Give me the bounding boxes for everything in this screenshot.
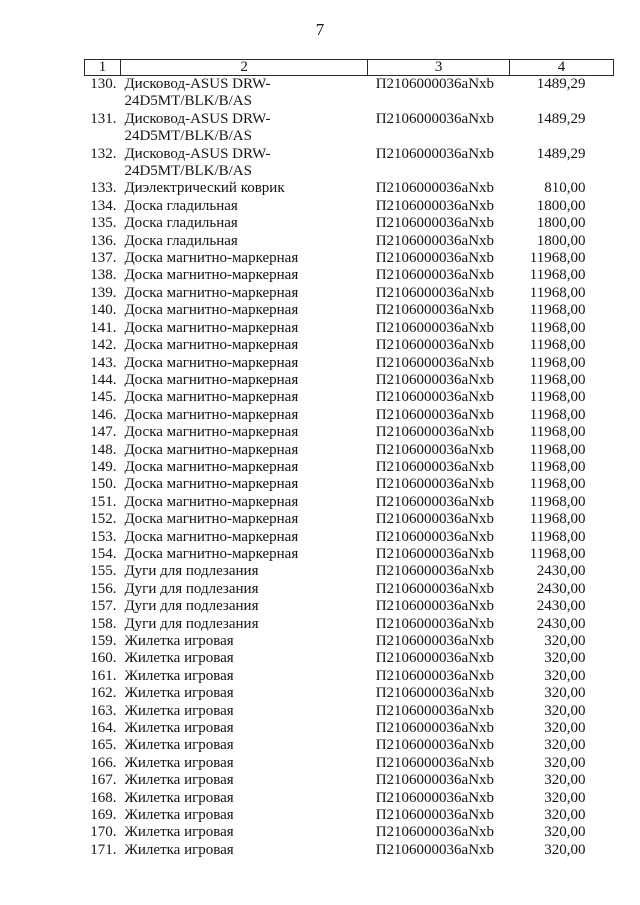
table-row bbox=[85, 546, 614, 563]
table-row bbox=[85, 650, 614, 667]
table-row bbox=[85, 755, 614, 772]
row-number: 140. bbox=[90, 302, 117, 319]
item-name: Доска магнитно-маркерная bbox=[124, 267, 299, 284]
item-price: 320,00 bbox=[544, 720, 586, 737]
item-name: Доска магнитно-маркерная bbox=[124, 511, 299, 528]
table-row bbox=[85, 355, 614, 372]
item-price: 11968,00 bbox=[529, 371, 586, 388]
item-code: П2106000036aNxb bbox=[375, 302, 495, 319]
page-number: 7 bbox=[315, 20, 325, 39]
table-row bbox=[85, 285, 614, 302]
row-number: 160. bbox=[90, 650, 117, 667]
table-row bbox=[85, 737, 614, 754]
row-number: 155. bbox=[90, 563, 117, 580]
item-code: П2106000036aNxb bbox=[375, 250, 495, 267]
header-col-1: 1 bbox=[85, 60, 121, 76]
item-price: 2430,00 bbox=[536, 598, 586, 615]
item-code: П2106000036aNxb bbox=[375, 110, 495, 127]
item-price: 1489,29 bbox=[536, 76, 586, 92]
table-row bbox=[85, 442, 614, 459]
row-number: 134. bbox=[90, 197, 117, 214]
item-price: 320,00 bbox=[544, 772, 586, 789]
item-price: 1489,29 bbox=[536, 110, 586, 127]
table-row bbox=[85, 267, 614, 284]
row-number: 159. bbox=[90, 633, 117, 649]
item-code: П2106000036aNxb bbox=[375, 841, 495, 858]
header-col-4: 4 bbox=[510, 60, 614, 76]
row-number: 158. bbox=[90, 615, 117, 632]
row-number: 135. bbox=[90, 215, 117, 232]
item-price: 11968,00 bbox=[529, 424, 586, 441]
item-name: Доска магнитно-маркерная bbox=[124, 458, 299, 475]
item-price: 810,00 bbox=[544, 180, 586, 197]
row-number: 157. bbox=[90, 598, 117, 615]
item-code: П2106000036aNxb bbox=[375, 580, 495, 597]
item-name: Доска магнитно-маркерная bbox=[124, 337, 299, 354]
item-name: Дисковод-ASUS DRW-24D5MT/BLK/B/AS bbox=[124, 76, 271, 110]
item-code: П2106000036aNxb bbox=[375, 371, 495, 388]
item-name: Доска магнитно-маркерная bbox=[124, 284, 299, 301]
table-row bbox=[85, 668, 614, 685]
item-price: 11968,00 bbox=[529, 354, 586, 371]
item-price: 11968,00 bbox=[529, 406, 586, 423]
table-row bbox=[85, 772, 614, 789]
table-row bbox=[85, 424, 614, 441]
item-price: 320,00 bbox=[544, 737, 586, 754]
item-name: Дисковод-ASUS DRW-24D5MT/BLK/B/AS bbox=[124, 145, 271, 180]
item-name: Жилетка игровая bbox=[124, 754, 234, 771]
item-price: 11968,00 bbox=[529, 302, 586, 319]
item-code: П2106000036aNxb bbox=[375, 197, 495, 214]
item-name: Жилетка игровая bbox=[124, 789, 234, 806]
table-row bbox=[85, 389, 614, 406]
item-price: 320,00 bbox=[544, 789, 586, 806]
item-name: Жилетка игровая bbox=[124, 667, 234, 684]
item-name: Доска магнитно-маркерная bbox=[124, 493, 299, 510]
item-code: П2106000036aNxb bbox=[375, 772, 495, 789]
item-code: П2106000036aNxb bbox=[375, 180, 495, 197]
row-number: 136. bbox=[90, 232, 117, 249]
row-number: 166. bbox=[90, 754, 117, 771]
row-number: 167. bbox=[90, 772, 117, 789]
table-row bbox=[85, 198, 614, 215]
item-code: П2106000036aNxb bbox=[375, 145, 495, 162]
table-row bbox=[85, 807, 614, 824]
table-row bbox=[85, 633, 614, 650]
item-name: Дуги для подлезания bbox=[124, 615, 259, 632]
row-number: 164. bbox=[90, 720, 117, 737]
row-number: 154. bbox=[90, 545, 117, 562]
header-col-3: 3 bbox=[368, 60, 510, 76]
item-code: П2106000036aNxb bbox=[375, 824, 495, 841]
row-number: 144. bbox=[90, 371, 117, 388]
row-number: 150. bbox=[90, 476, 117, 493]
item-code: П2106000036aNxb bbox=[375, 232, 495, 249]
item-code: П2106000036aNxb bbox=[375, 511, 495, 528]
item-code: П2106000036aNxb bbox=[375, 528, 495, 545]
item-name: Доска магнитно-маркерная bbox=[124, 250, 299, 267]
row-number: 130. bbox=[90, 76, 117, 92]
item-code: П2106000036aNxb bbox=[375, 284, 495, 301]
row-number: 133. bbox=[90, 180, 117, 197]
row-number: 137. bbox=[90, 250, 117, 267]
item-code: П2106000036aNxb bbox=[375, 598, 495, 615]
item-name: Жилетка игровая bbox=[124, 824, 234, 841]
table-header bbox=[85, 60, 614, 76]
item-name: Доска магнитно-маркерная bbox=[124, 354, 299, 371]
item-code: П2106000036aNxb bbox=[375, 319, 495, 336]
item-name: Жилетка игровая bbox=[124, 772, 234, 789]
item-code: П2106000036aNxb bbox=[375, 563, 495, 580]
item-name: Доска магнитно-маркерная bbox=[124, 545, 299, 562]
item-code: П2106000036aNxb bbox=[375, 633, 495, 649]
table-row bbox=[85, 685, 614, 702]
item-code: П2106000036aNxb bbox=[375, 441, 495, 458]
table-row bbox=[85, 215, 614, 232]
row-number: 149. bbox=[90, 458, 117, 475]
item-price: 320,00 bbox=[544, 754, 586, 771]
table-row bbox=[85, 76, 614, 111]
table-row bbox=[85, 703, 614, 720]
row-number: 165. bbox=[90, 737, 117, 754]
item-code: П2106000036aNxb bbox=[375, 354, 495, 371]
row-number: 163. bbox=[90, 702, 117, 719]
table-row bbox=[85, 302, 614, 319]
item-price: 320,00 bbox=[544, 650, 586, 667]
table-row bbox=[85, 790, 614, 807]
item-price: 1800,00 bbox=[536, 215, 586, 232]
item-name: Доска гладильная bbox=[124, 215, 238, 232]
item-code: П2106000036aNxb bbox=[375, 667, 495, 684]
table-row bbox=[85, 250, 614, 267]
row-number: 146. bbox=[90, 406, 117, 423]
item-price: 11968,00 bbox=[529, 337, 586, 354]
item-name: Доска магнитно-маркерная bbox=[124, 424, 299, 441]
table-row bbox=[85, 180, 614, 197]
item-code: П2106000036aNxb bbox=[375, 389, 495, 406]
item-name: Доска магнитно-маркерная bbox=[124, 302, 299, 319]
row-number: 139. bbox=[90, 284, 117, 301]
item-code: П2106000036aNxb bbox=[375, 406, 495, 423]
table-row bbox=[85, 842, 614, 859]
item-price: 320,00 bbox=[544, 685, 586, 702]
row-number: 153. bbox=[90, 528, 117, 545]
item-code: П2106000036aNxb bbox=[375, 458, 495, 475]
table-row bbox=[85, 372, 614, 389]
row-number: 168. bbox=[90, 789, 117, 806]
row-number: 169. bbox=[90, 807, 117, 824]
item-price: 1800,00 bbox=[536, 232, 586, 249]
table-row bbox=[85, 494, 614, 511]
item-name: Доска гладильная bbox=[124, 197, 238, 214]
table-row bbox=[85, 111, 614, 146]
item-code: П2106000036aNxb bbox=[375, 685, 495, 702]
header-col-2: 2 bbox=[120, 60, 367, 76]
item-name: Дуги для подлезания bbox=[124, 598, 259, 615]
item-code: П2106000036aNxb bbox=[375, 789, 495, 806]
row-number: 138. bbox=[90, 267, 117, 284]
item-price: 11968,00 bbox=[529, 528, 586, 545]
table-row bbox=[85, 529, 614, 546]
table-row bbox=[85, 720, 614, 737]
item-code: П2106000036aNxb bbox=[375, 720, 495, 737]
row-number: 141. bbox=[90, 319, 117, 336]
row-number: 170. bbox=[90, 824, 117, 841]
table-row bbox=[85, 476, 614, 493]
item-price: 11968,00 bbox=[529, 319, 586, 336]
row-number: 131. bbox=[90, 110, 117, 127]
table-row bbox=[85, 320, 614, 337]
table-row bbox=[85, 598, 614, 615]
item-name: Жилетка игровая bbox=[124, 720, 234, 737]
item-name: Жилетка игровая bbox=[124, 702, 234, 719]
row-number: 145. bbox=[90, 389, 117, 406]
item-code: П2106000036aNxb bbox=[375, 337, 495, 354]
item-price: 320,00 bbox=[544, 841, 586, 858]
item-code: П2106000036aNxb bbox=[375, 476, 495, 493]
item-code: П2106000036aNxb bbox=[375, 215, 495, 232]
item-price: 1489,29 bbox=[536, 145, 586, 162]
item-name: Доска магнитно-маркерная bbox=[124, 389, 299, 406]
item-name: Доска магнитно-маркерная bbox=[124, 319, 299, 336]
item-name: Доска гладильная bbox=[124, 232, 238, 249]
row-number: 147. bbox=[90, 424, 117, 441]
item-code: П2106000036aNxb bbox=[375, 424, 495, 441]
table-row bbox=[85, 581, 614, 598]
table-row bbox=[85, 233, 614, 250]
item-name: Дуги для подлезания bbox=[124, 580, 259, 597]
item-code: П2106000036aNxb bbox=[375, 493, 495, 510]
inventory-table bbox=[84, 59, 614, 859]
item-price: 320,00 bbox=[544, 807, 586, 824]
row-number: 142. bbox=[90, 337, 117, 354]
item-name: Доска магнитно-маркерная bbox=[124, 441, 299, 458]
item-name: Дуги для подлезания bbox=[124, 563, 259, 580]
item-price: 2430,00 bbox=[536, 580, 586, 597]
item-code: П2106000036aNxb bbox=[375, 267, 495, 284]
item-price: 11968,00 bbox=[529, 511, 586, 528]
item-price: 11968,00 bbox=[529, 284, 586, 301]
item-code: П2106000036aNxb bbox=[375, 615, 495, 632]
item-price: 11968,00 bbox=[529, 389, 586, 406]
item-price: 320,00 bbox=[544, 824, 586, 841]
item-price: 11968,00 bbox=[529, 545, 586, 562]
item-price: 11968,00 bbox=[529, 458, 586, 475]
table-row bbox=[85, 511, 614, 528]
table-row bbox=[85, 824, 614, 841]
item-name: Жилетка игровая bbox=[124, 807, 234, 824]
row-number: 152. bbox=[90, 511, 117, 528]
row-number: 156. bbox=[90, 580, 117, 597]
item-code: П2106000036aNxb bbox=[375, 737, 495, 754]
item-name: Доска магнитно-маркерная bbox=[124, 371, 299, 388]
table-row bbox=[85, 146, 614, 181]
row-number: 148. bbox=[90, 441, 117, 458]
row-number: 151. bbox=[90, 493, 117, 510]
item-code: П2106000036aNxb bbox=[375, 650, 495, 667]
row-number: 161. bbox=[90, 667, 117, 684]
item-name: Жилетка игровая bbox=[124, 841, 234, 858]
item-price: 11968,00 bbox=[529, 476, 586, 493]
row-number: 132. bbox=[90, 145, 117, 162]
item-code: П2106000036aNxb bbox=[375, 807, 495, 824]
item-code: П2106000036aNxb bbox=[375, 702, 495, 719]
table-row bbox=[85, 563, 614, 580]
row-number: 171. bbox=[90, 841, 117, 858]
item-price: 320,00 bbox=[544, 633, 586, 649]
item-name: Жилетка игровая bbox=[124, 633, 234, 649]
item-name: Доска магнитно-маркерная bbox=[124, 406, 299, 423]
row-number: 162. bbox=[90, 685, 117, 702]
item-name: Диэлектрический коврик bbox=[124, 180, 285, 197]
table-row bbox=[85, 616, 614, 633]
item-name: Жилетка игровая bbox=[124, 737, 234, 754]
header-row bbox=[85, 60, 614, 76]
item-price: 2430,00 bbox=[536, 563, 586, 580]
item-price: 320,00 bbox=[544, 667, 586, 684]
item-price: 11968,00 bbox=[529, 250, 586, 267]
item-name: Доска магнитно-маркерная bbox=[124, 476, 299, 493]
row-number: 143. bbox=[90, 354, 117, 371]
item-price: 11968,00 bbox=[529, 441, 586, 458]
item-price: 320,00 bbox=[544, 702, 586, 719]
table-row bbox=[85, 407, 614, 424]
item-price: 11968,00 bbox=[529, 267, 586, 284]
table-row bbox=[85, 337, 614, 354]
item-name: Доска магнитно-маркерная bbox=[124, 528, 299, 545]
item-name: Жилетка игровая bbox=[124, 685, 234, 702]
item-price: 2430,00 bbox=[536, 615, 586, 632]
item-name: Жилетка игровая bbox=[124, 650, 234, 667]
item-code: П2106000036aNxb bbox=[375, 76, 495, 92]
item-name: Дисковод-ASUS DRW-24D5MT/BLK/B/AS bbox=[124, 110, 271, 145]
item-price: 11968,00 bbox=[529, 493, 586, 510]
item-code: П2106000036aNxb bbox=[375, 545, 495, 562]
item-code: П2106000036aNxb bbox=[375, 754, 495, 771]
table-row bbox=[85, 459, 614, 476]
table-body bbox=[85, 76, 614, 860]
item-price: 1800,00 bbox=[536, 197, 586, 214]
